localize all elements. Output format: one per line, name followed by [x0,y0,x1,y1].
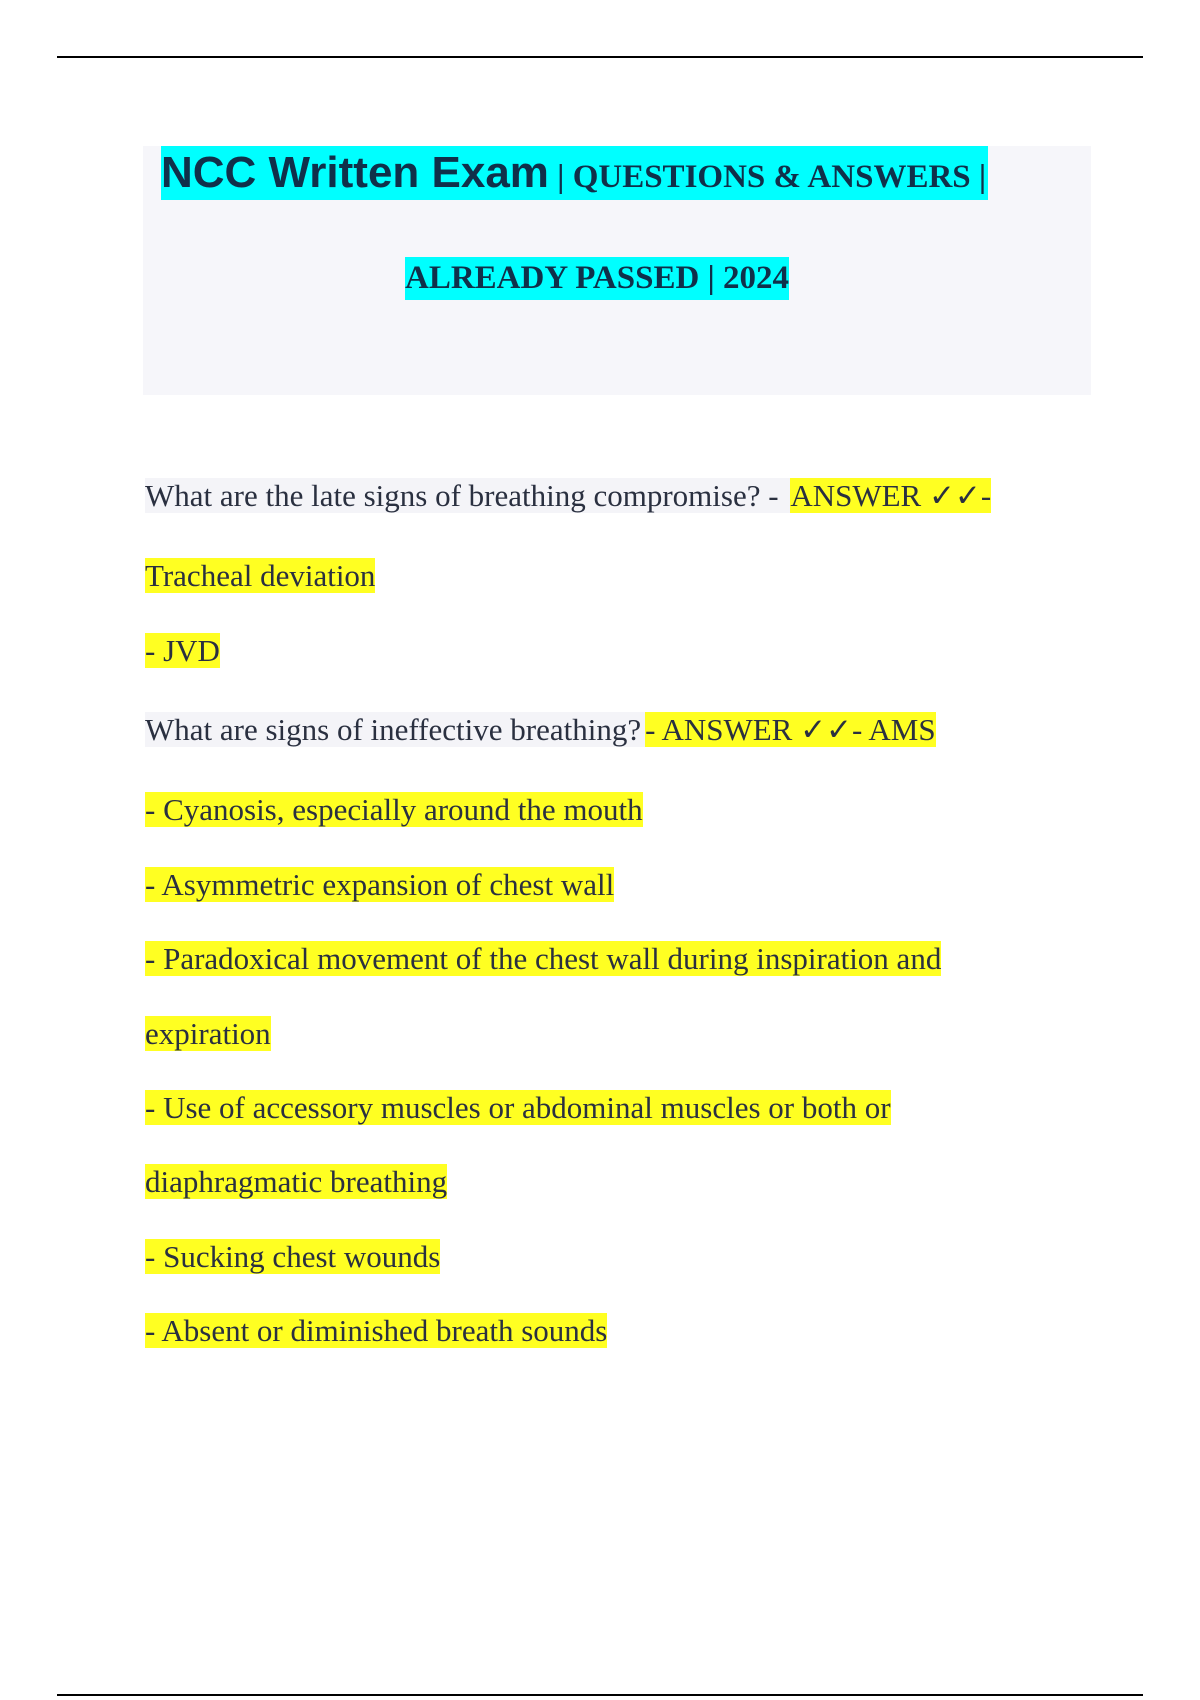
answer-2-item-6: - Absent or diminished breath sounds [145,1313,608,1348]
answer-item [145,791,643,829]
answer-item [145,1089,891,1127]
answer-2-item-4-cont: diaphragmatic breathing [145,1164,448,1199]
title-main: NCC Written Exam [161,148,549,197]
answer-item [145,1163,447,1201]
answer-2-item-5: - Sucking chest wounds [145,1239,441,1274]
answer-2-item-3-cont: expiration [145,1016,271,1051]
answer-2-item-1: - Cyanosis, especially around the mouth [145,792,643,827]
answer-item [145,940,941,978]
answer-item [145,1015,271,1053]
question-1-text: What are the late signs of breathing compromise? - [145,478,790,513]
top-divider [57,56,1143,58]
answer-1-item-2: - JVD [145,633,220,668]
answer-item [145,866,614,904]
answer-1-lead: ANSWER ✓✓- [790,478,992,513]
question-1-line [145,477,991,515]
bottom-divider [57,1694,1143,1696]
answer-2-item-2: - Asymmetric expansion of chest wall [145,867,615,902]
question-2-text: What are signs of ineffective breathing? [145,712,645,747]
document-title-line-1 [161,146,988,200]
answer-item [145,1312,607,1350]
title-subtitle-1: | QUESTIONS & ANSWERS | [548,159,987,195]
answer-item [145,632,220,670]
answer-2-lead: - ANSWER ✓✓- AMS [645,712,936,747]
answer-1-item-1: Tracheal deviation [145,558,376,593]
document-title-line-2 [405,257,789,300]
answer-item [145,1238,440,1276]
question-2-line [145,711,936,749]
answer-item [145,557,375,595]
answer-2-item-4: - Use of accessory muscles or abdominal muscles or both or [145,1090,891,1125]
title-subtitle-2: ALREADY PASSED | 2024 [405,260,790,296]
answer-2-item-3: - Paradoxical movement of the chest wall during inspiration and [145,941,942,976]
